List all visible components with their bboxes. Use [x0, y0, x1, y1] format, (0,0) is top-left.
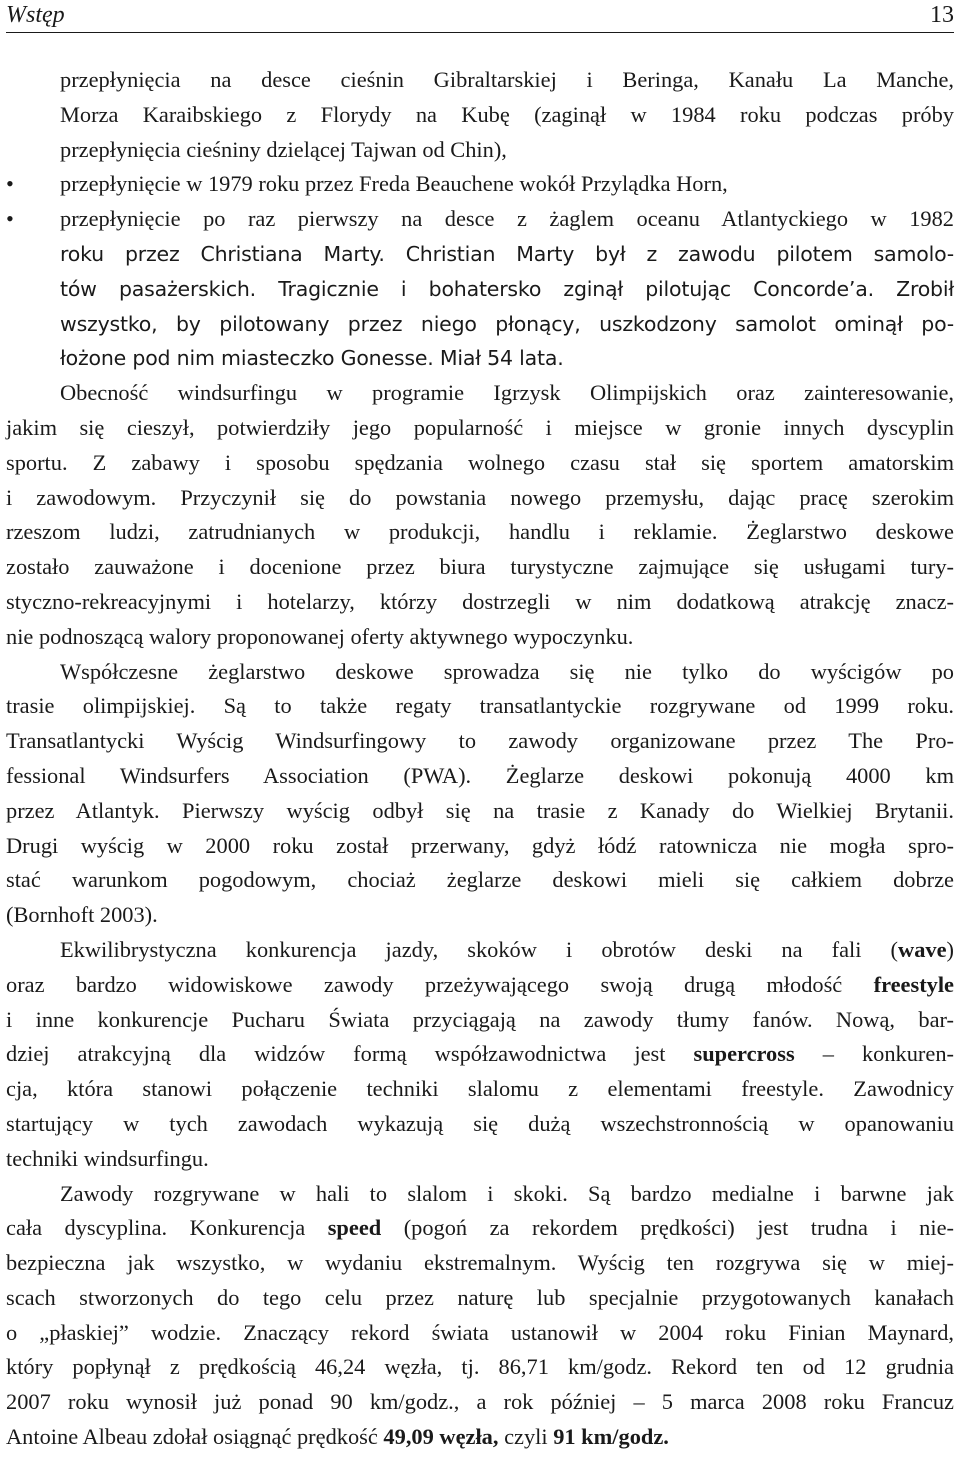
line-text: dziej atrakcyjną dla widzów formą współzawodnictwa jest supercross – konkuren- — [6, 1041, 954, 1067]
text-line — [6, 1385, 954, 1420]
text-line — [6, 1246, 954, 1281]
text-line — [6, 1107, 954, 1142]
line-text: Antoine Albeau zdołał osiągnąć prędkość 49,09 węzła, czyli 91 km/godz. — [6, 1424, 669, 1450]
line-text: jakim się cieszył, potwierdziły jego popularność i miejsce w gronie innych dyscyplin — [6, 414, 954, 440]
text-line — [6, 968, 954, 1003]
line-text: który popłynął z prędkością 46,24 węzła, tj. 86,71 km/godz. Rekord ten od 12 grudnia — [6, 1354, 954, 1380]
text-line — [6, 585, 954, 620]
line-text: cja, która stanowi połączenie techniki slalomu z elementami freestyle. Zawodnicy — [6, 1076, 954, 1102]
line-text: stać warunkom pogodowym, chociaż żeglarze deskowi mieli się całkiem dobrze — [6, 867, 954, 893]
line-text: 2007 roku wynosił już ponad 90 km/godz., a rok później – 5 marca 2008 roku Francuz — [6, 1389, 954, 1415]
line-text: (Bornhoft 2003). — [6, 902, 158, 928]
line-text: tów pasażerskich. Tragicznie i bohatersko zginął pilotując Concorde’a. Zrobił — [60, 276, 954, 301]
text-line — [6, 167, 954, 202]
text-line — [6, 1037, 954, 1072]
text-line — [6, 411, 954, 446]
bullet-icon: • — [6, 206, 14, 232]
line-text: o „płaskiej” wodzie. Znaczący rekord świata ustanowił w 2004 roku Finian Maynard, — [6, 1319, 954, 1345]
text-line — [6, 202, 954, 237]
text-line — [6, 1350, 954, 1385]
text-line — [6, 307, 954, 342]
line-text: i inne konkurencje Pucharu Świata przyciągają na zawody tłumy fanów. Nową, bar- — [6, 1006, 954, 1032]
line-text: przepłynięcia na desce cieśnin Gibraltarskiej i Beringa, Kanału La Manche, — [60, 67, 954, 92]
text-line — [6, 863, 954, 898]
text-line — [6, 1281, 954, 1316]
text-line — [6, 620, 954, 655]
line-text: rzeszom ludzi, zatrudnianych w produkcji, handlu i reklamie. Żeglarstwo deskowe — [6, 519, 954, 545]
text-line — [6, 655, 954, 690]
line-text: styczno-rekreacyjnymi i hotelarzy, którzy dostrzegli w nim dodatkową atrakcję znacz- — [6, 588, 954, 614]
line-text: zostało zauważone i docenione przez biura turystyczne zajmujące się usługami tury- — [6, 554, 954, 580]
text-line — [6, 759, 954, 794]
text-line — [6, 829, 954, 864]
line-text: startujący w tych zawodach wykazują się dużą wszechstronnością w opanowaniu — [6, 1110, 954, 1136]
line-text: bezpieczna jak wszystko, w wydaniu ekstremalnym. Wyścig ten rozgrywa się w miej- — [6, 1250, 954, 1276]
line-text: fessional Windsurfers Association (PWA). Żeglarze deskowi pokonują 4000 km — [6, 762, 954, 788]
text-line — [6, 1177, 954, 1212]
text-line — [6, 63, 954, 98]
text-line — [6, 724, 954, 759]
line-text: Transatlantycki Wyścig Windsurfingowy to zawody organizowane przez The Pro- — [6, 728, 954, 754]
chapter-title: Wstęp — [6, 2, 65, 28]
line-text: przepłynięcie w 1979 roku przez Freda Beauchene wokół Przylądka Horn, — [60, 171, 728, 197]
line-text: Zawody rozgrywane w hali to slalom i skoki. Są bardzo medialne i barwne jak — [60, 1180, 954, 1206]
text-line — [6, 1420, 954, 1455]
text-line — [6, 1211, 954, 1246]
line-text: oraz bardzo widowiskowe zawody przeżywającego swoją drugą młodość freestyle — [6, 971, 954, 997]
bullet-icon: • — [6, 171, 14, 197]
text-line — [6, 1003, 954, 1038]
text-line — [6, 1316, 954, 1351]
text-line — [6, 133, 954, 168]
line-text: przez Atlantyk. Pierwszy wyścig odbył się na trasie z Kanady do Wielkiej Brytanii. — [6, 797, 954, 823]
line-text: przepłynięcia cieśniny dzielącej Tajwan od Chin), — [60, 136, 507, 162]
line-text: i zawodowym. Przyczynił się do powstania nowego przemysłu, dając pracę szerokim — [6, 484, 954, 510]
line-text: scach stworzonych do tego celu przez naturę lub specjalnie przygotowanych kanałach — [6, 1284, 954, 1310]
text-line — [6, 550, 954, 585]
line-text: Drugi wyścig w 2000 roku został przerwany, gdyż łódź ratownicza nie mogła spro- — [6, 832, 954, 858]
line-text: roku przez Christiana Marty. Christian Marty był z zawodu pilotem samolo- — [60, 241, 954, 266]
text-line — [6, 446, 954, 481]
text-line — [6, 98, 954, 133]
text-line — [6, 898, 954, 933]
line-text: Morza Karaibskiego z Florydy na Kubę (zaginął w 1984 roku podczas próby — [60, 101, 954, 127]
text-line — [6, 689, 954, 724]
line-text: łożone pod nim miasteczko Gonesse. Miał 54 lata. — [60, 346, 564, 371]
text-line — [6, 341, 954, 376]
line-text: nie podnoszącą walory proponowanej oferty aktywnego wypoczynku. — [6, 623, 634, 649]
text-line — [6, 794, 954, 829]
text-line — [6, 1142, 954, 1177]
text-line — [6, 1072, 954, 1107]
line-text: trasie olimpijskiej. Są to także regaty transatlantyckie rozgrywane od 1999 roku. — [6, 693, 954, 719]
page-number: 13 — [930, 2, 954, 28]
line-text: techniki windsurfingu. — [6, 1145, 209, 1171]
running-header — [6, 0, 954, 33]
text-line — [6, 481, 954, 516]
line-text: przepłynięcie po raz pierwszy na desce z żaglem oceanu Atlantyckiego w 1982 — [60, 206, 954, 232]
body-text — [6, 63, 954, 1455]
text-line — [6, 272, 954, 307]
line-text: Obecność windsurfingu w programie Igrzysk Olimpijskich oraz zainteresowanie, — [60, 380, 954, 406]
line-text: cała dyscyplina. Konkurencja speed (pogoń za rekordem prędkości) jest trudna i nie- — [6, 1215, 954, 1241]
line-text: Współczesne żeglarstwo deskowe sprowadza się nie tylko do wyścigów po — [60, 658, 954, 684]
text-line — [6, 515, 954, 550]
line-text: wszystko, by pilotowany przez niego płonący, uszkodzony samolot ominął po- — [60, 311, 954, 336]
text-line — [6, 237, 954, 272]
line-text: sportu. Z zabawy i sposobu spędzania wolnego czasu stał się sportem amatorskim — [6, 449, 954, 475]
line-text: Ekwilibrystyczna konkurencja jazdy, skoków i obrotów deski na fali (wave) — [60, 936, 954, 962]
text-line — [6, 376, 954, 411]
text-line — [6, 933, 954, 968]
